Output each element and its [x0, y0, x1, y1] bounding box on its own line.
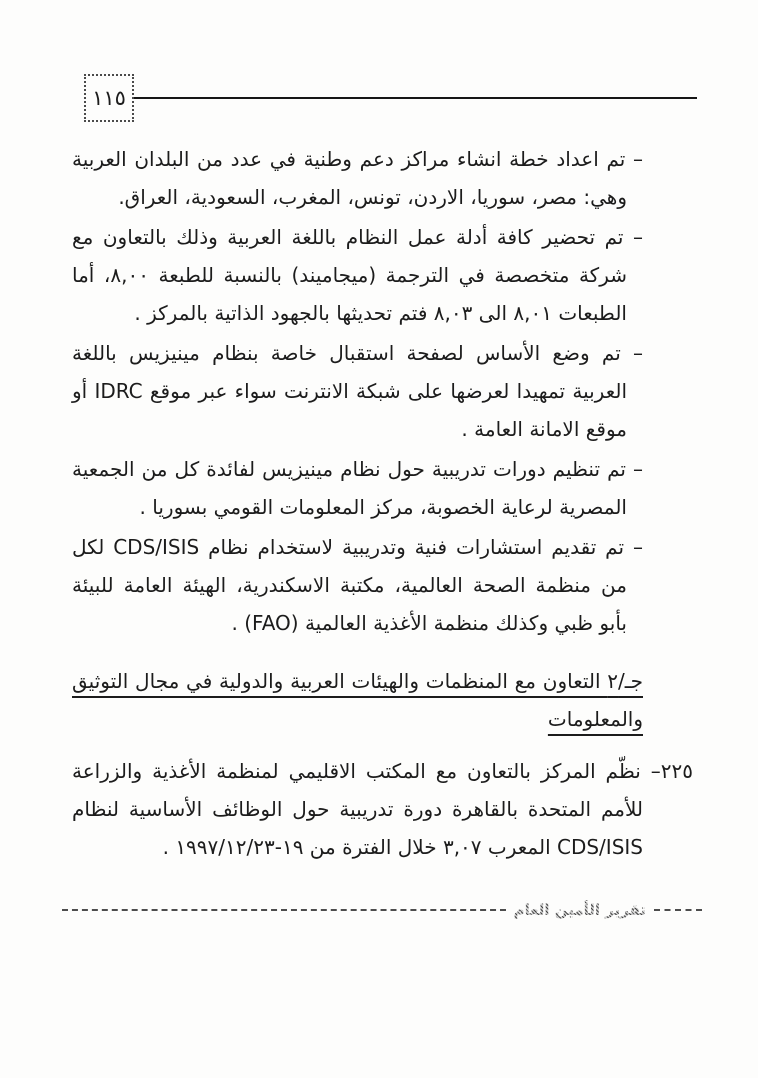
list-item — [72, 218, 643, 332]
bullet-text: تم تنظيم دورات تدريبية حول نظام مينيزيس لفائدة كل من الجمعية المصرية لرعاية الخصوبة، مركز المعلومات القومي بسوريا . — [72, 457, 627, 519]
page-footer — [62, 900, 702, 920]
footer-stamp: تقرير الأمين العام — [513, 901, 646, 919]
bullet-dash: – — [633, 535, 643, 559]
section-heading — [72, 662, 643, 738]
bullet-text: تم تقديم استشارات فنية وتدريبية لاستخدام نظام CDS/ISIS لكل من منظمة الصحة العالمية، مكتبة الاسكندرية، الهيئة العامة للبيئة بأبو ظبي وكذلك منظمة الأغذية العالمية (FAO) . — [72, 535, 627, 635]
page-number-box — [84, 74, 134, 122]
bullet-dash: – — [633, 457, 643, 481]
bullet-dash: – — [633, 225, 644, 249]
page-number: ١١٥ — [92, 86, 126, 110]
bullet-dash: – — [633, 147, 644, 171]
list-item — [72, 528, 643, 642]
section-heading-line2: والمعلومات — [547, 707, 643, 731]
list-item — [72, 140, 643, 216]
page-header — [84, 74, 697, 122]
header-rule — [134, 97, 697, 99]
bullet-text: تم تحضير كافة أدلة عمل النظام باللغة العربية وذلك بالتعاون مع شركة متخصصة في الترجمة (ميجاميند) بالنسبة للطبعة ٨,٠٠، أما الطبعات ٨,٠١ الى ٨,٠٣ فتم تحديثها بالجهود الذاتية بالمركز . — [72, 225, 627, 325]
numbered-paragraph — [72, 752, 693, 866]
footer-rule-right — [654, 909, 702, 911]
bullet-dash: – — [633, 341, 644, 365]
bullet-text: تم وضع الأساس لصفحة استقبال خاصة بنظام مينيزيس باللغة العربية تمهيدا لعرضها على شبكة الانترنت سواء عبر موقع IDRC أو موقع الامانة العامة . — [72, 341, 628, 441]
bullet-text: تم اعداد خطة انشاء مراكز دعم وطنية في عدد من البلدان العربية وهي: مصر، سوريا، الاردن، تونس، المغرب، السعودية، العراق. — [72, 147, 627, 209]
footer-rule-left — [62, 909, 506, 911]
paragraph-text: نظّم المركز بالتعاون مع المكتب الاقليمي لمنظمة الأغذية والزراعة للأمم المتحدة بالقاهرة دورة تدريبية حول الوظائف الأساسية لنظام CDS/ISIS المعرب ٣,٠٧ خلال الفترة من ١٩-١٩٩٧/١٢/٢٣ . — [72, 759, 643, 859]
section-heading-line1: جـ/٢ التعاون مع المنظمات والهيئات العربية والدولية في مجال التوثيق — [72, 669, 643, 693]
document-body — [72, 140, 693, 866]
list-item — [72, 450, 643, 526]
paragraph-number: ٢٢٥– — [650, 759, 693, 783]
list-item — [72, 334, 643, 448]
